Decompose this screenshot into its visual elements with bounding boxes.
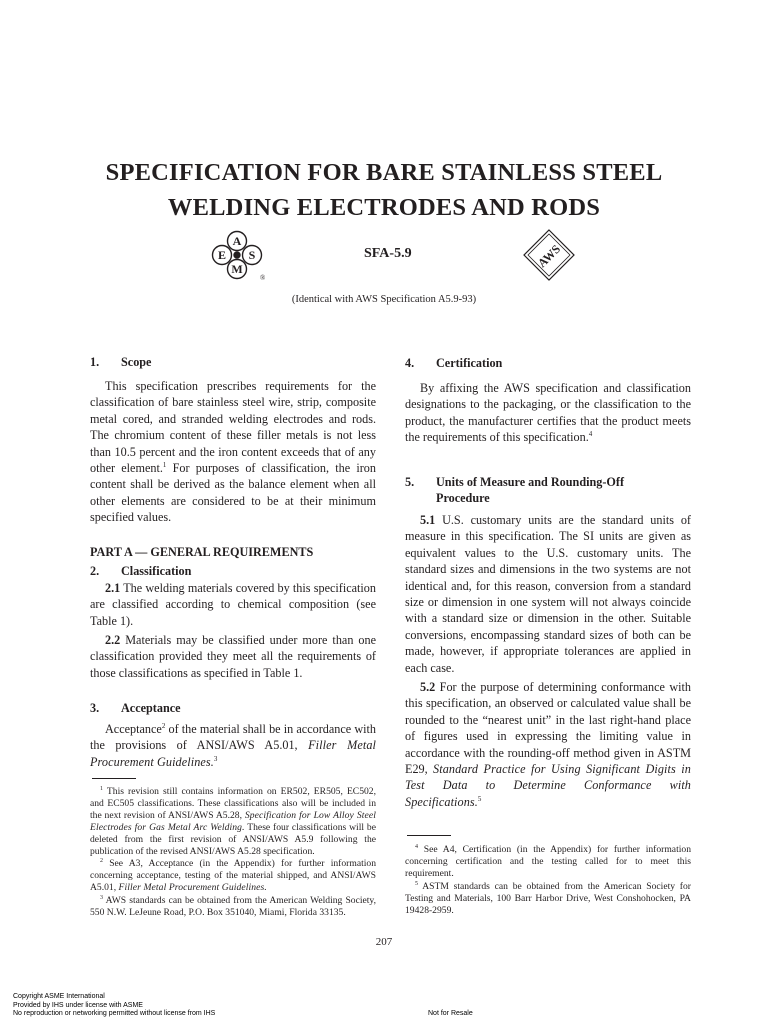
section-2-title: Classification bbox=[121, 564, 192, 578]
clause-2-2-text: Materials may be classified under more than one classification provided they meet all the requirements of those classifications as specified in Table 1. bbox=[90, 633, 376, 680]
footnote-3-text: AWS standards can be obtained from the American Welding Society, 550 N.W. LeJeune Road, P.O. Box 351040, Miami, Florida 33135. bbox=[90, 895, 376, 919]
footnote-1-number: 1 bbox=[100, 785, 103, 792]
asme-letter-m: M bbox=[231, 262, 243, 276]
identical-note: (Identical with AWS Specification A5.9-93) bbox=[291, 294, 477, 305]
section-4-title: Certification bbox=[436, 356, 503, 370]
footnote-4 bbox=[405, 844, 691, 880]
footnote-ref-4[interactable]: 4 bbox=[588, 430, 593, 439]
certification-text: By affixing the AWS specification and classification designations to the packaging, or the classification to the product, the manufacturer certifies that the product meets the requirements of this specification. bbox=[405, 381, 691, 445]
document-title-line-1: SPECIFICATION FOR BARE STAINLESS STEEL bbox=[105, 159, 663, 186]
footnote-ref-1[interactable]: 1 bbox=[162, 460, 167, 469]
clause-5-1-number: 5.1 bbox=[420, 513, 436, 527]
clause-2-2-number: 2.2 bbox=[105, 633, 121, 647]
aws-diamond-icon bbox=[522, 228, 576, 282]
not-for-resale: Not for Resale bbox=[428, 1010, 473, 1017]
section-3-heading bbox=[90, 700, 181, 716]
section-5-title-line-2: Procedure bbox=[436, 491, 490, 505]
section-1-title: Scope bbox=[121, 355, 152, 369]
astm-e29-title: Standard Practice for Using Significant Digits in Test Data to Determine Conformance with Specifications. bbox=[405, 762, 691, 809]
asme-letter-e: E bbox=[217, 248, 227, 262]
footnote-5-text: ASTM standards can be obtained from the American Society for Testing and Materials, 100 Barr Harbor Drive, West Conshohocken, PA 19428-2959. bbox=[405, 880, 691, 916]
clause-5-1-text: U.S. customary units are the standard units of measure in this specification. The SI units are given as equivalent values to the U.S. customary units. The standard sizes and dimensions in the two systems are not identical and, for this reason, conversion from a standard size or dimension in one system will not always coincide with a standard size or dimension in the other. Suitable conversions, encompassing standard sizes of both can be made, however, if appropriate tolerances are applied in each case. bbox=[405, 513, 691, 675]
section-2-1-body bbox=[90, 580, 376, 629]
footnote-4-text: See A4, Certification (in the Appendix) for further information concerning certification and the testing called for to meet this requirement. bbox=[405, 844, 691, 879]
section-5-heading bbox=[405, 474, 624, 490]
section-5-2-body bbox=[405, 679, 691, 810]
footnote-5 bbox=[405, 881, 691, 917]
footnote-3 bbox=[90, 895, 376, 919]
copyright-line-1: Copyright ASME International bbox=[13, 993, 105, 1000]
section-1-number: 1. bbox=[90, 355, 100, 369]
copyright-block bbox=[13, 993, 215, 1019]
footnote-2-text: See A3, Acceptance (in the Appendix) for further information concerning acceptance, testing of the material shipped, and ANSI/AWS A5.01, bbox=[90, 858, 376, 894]
section-5-1-body bbox=[405, 512, 691, 676]
acceptance-guidelines-title: Filler Metal Procurement Guidelines. bbox=[90, 738, 376, 769]
section-4-number: 4. bbox=[405, 356, 415, 370]
footnote-ref-5[interactable]: 5 bbox=[477, 794, 482, 803]
footnotes-left bbox=[90, 786, 376, 920]
clause-5-2-text: For the purpose of determining conformance with this specification, an observed or calculated value shall be rounded to the “nearest unit” in the last right-hand place of figures used in expressing the limiting value in accordance with the rounding-off method given in ASTM E29, bbox=[405, 680, 691, 777]
footnote-1-italic: Specification for Low Alloy Steel Electrodes for Gas Metal Arc Welding. bbox=[90, 809, 376, 833]
footnote-2-number: 2 bbox=[100, 858, 103, 865]
footnote-1 bbox=[90, 786, 376, 857]
footnote-ref-3[interactable]: 3 bbox=[213, 754, 218, 763]
clause-5-2-number: 5.2 bbox=[420, 680, 436, 694]
footnote-rule-left bbox=[92, 778, 136, 779]
asme-letter-a: A bbox=[232, 234, 242, 248]
document-title-line-2: WELDING ELECTRODES AND RODS bbox=[167, 194, 601, 221]
section-2-number: 2. bbox=[90, 564, 100, 578]
footnotes-right bbox=[405, 844, 691, 917]
section-2-2-body bbox=[90, 632, 376, 681]
section-3-body bbox=[90, 721, 376, 770]
scope-text-a: This specification prescribes requirements for the classification of bare stainless steel wire, strip, composite metal cored, and stranded welding electrodes and rods. The chromium content of these filler metals is not less than 10.5 percent and the iron content exceeds that of any other element. bbox=[90, 379, 376, 476]
acceptance-text-b: of the material shall be in accordance with the provisions of ANSI/AWS A5.01, bbox=[90, 722, 376, 753]
footnote-2 bbox=[90, 858, 376, 894]
copyright-line-2: Provided by IHS under license with ASME bbox=[13, 1001, 143, 1009]
section-5-number: 5. bbox=[405, 475, 415, 489]
footnote-ref-2[interactable]: 2 bbox=[161, 721, 166, 730]
footnote-1-text-a: This revision still contains information on ER502, ER505, EC502, and EC505 classifications. These classifications also will be included in the next revision of ANSI/AWS A5.28, bbox=[90, 786, 376, 821]
part-a-heading: PART A — GENERAL REQUIREMENTS bbox=[90, 545, 314, 559]
clause-2-1-number: 2.1 bbox=[105, 581, 121, 595]
acceptance-text-a: Acceptance bbox=[105, 722, 162, 736]
registered-mark: ® bbox=[260, 274, 266, 282]
footnote-3-number: 3 bbox=[100, 894, 103, 901]
specification-designation: SFA-5.9 bbox=[364, 246, 412, 261]
footnote-4-number: 4 bbox=[415, 843, 418, 850]
aws-logo-text: AWS bbox=[534, 241, 564, 271]
footnote-rule-right bbox=[407, 835, 451, 836]
footnote-1-text-b: These four classifications will be deleted from the first revision of ANSI/AWS A5.9 following the publication of the revised ANSI/AWS A5.28 specification. bbox=[90, 821, 376, 857]
footnote-5-number: 5 bbox=[415, 880, 418, 887]
section-2-heading bbox=[90, 563, 191, 579]
clause-2-1-text: The welding materials covered by this specification are classified according to chemical composition (see Table 1). bbox=[90, 581, 376, 628]
section-5-title-line-1: Units of Measure and Rounding-Off bbox=[436, 475, 625, 489]
section-4-body bbox=[405, 380, 691, 446]
asme-letter-s: S bbox=[248, 248, 256, 262]
section-3-number: 3. bbox=[90, 701, 100, 715]
footnote-2-italic: Filler Metal Procurement Guidelines. bbox=[118, 882, 267, 894]
copyright-line-3: No reproduction or networking permitted without license from IHS bbox=[13, 1010, 216, 1018]
section-1-body bbox=[90, 378, 376, 526]
section-4-heading bbox=[405, 355, 502, 371]
asme-seal-icon bbox=[208, 228, 268, 286]
section-3-title: Acceptance bbox=[121, 701, 181, 715]
page-number: 207 bbox=[375, 936, 393, 948]
section-1-heading bbox=[90, 354, 151, 370]
scope-text-b: For purposes of classification, the iron content shall be derived as the balance element when all other elements are considered to be at their minimum specified values. bbox=[90, 461, 376, 525]
